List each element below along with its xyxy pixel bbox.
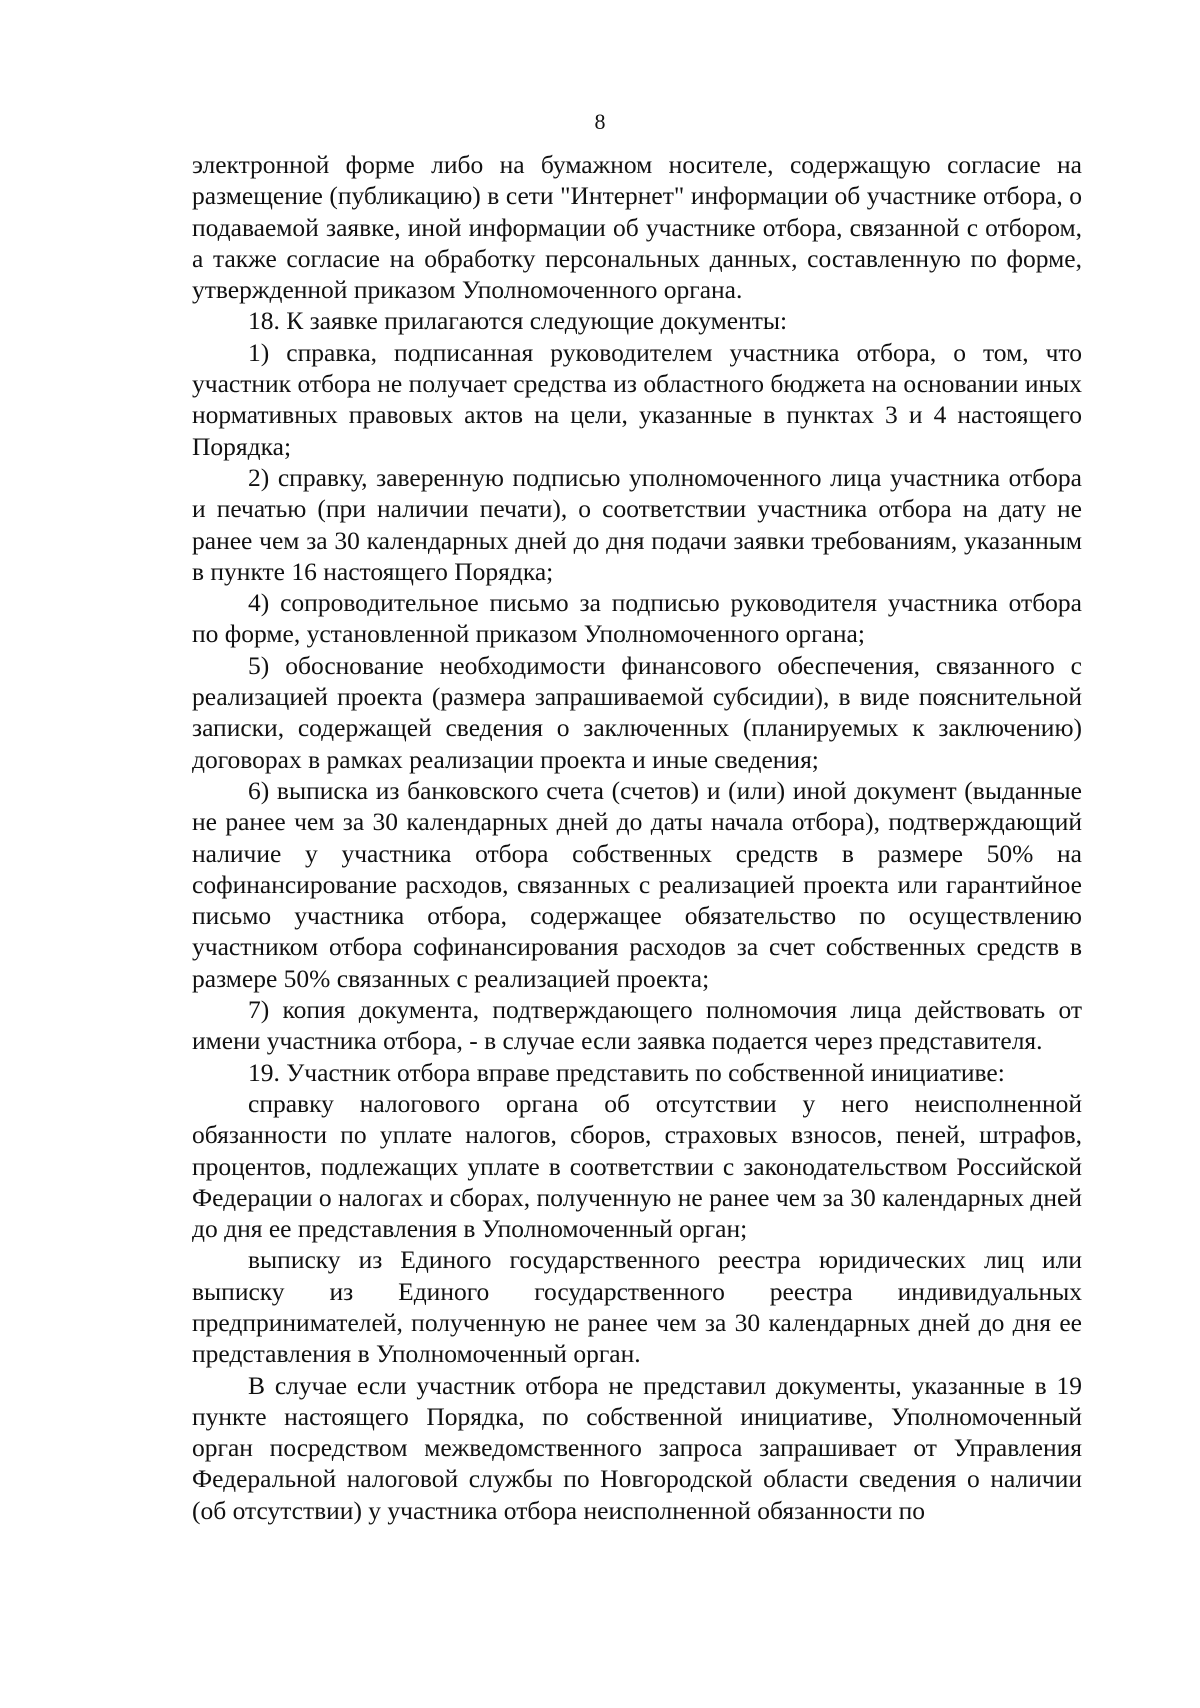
paragraph-interagency-request: В случае если участник отбора не представил документы, указанные в 19 пункте настоящего Порядка, по собственной инициативе, Уполномоченный орган посредством межведомственного запроса запрашивает от Управления Федеральной налоговой службы по Новгородской области сведения о наличии (об отсутствии) у участника отбора неисполненной обязанности по [192, 1370, 1082, 1525]
list-item: 4) сопроводительное письмо за подписью руководителя участника отбора по форме, установленной приказом Уполномоченного органа; [192, 588, 1082, 649]
list-item: 6) выписка из банковского счета (счетов) и (или) иной документ (выданные не ранее чем за 30 календарных дней до даты начала отбора), подтверждающий наличие у участника отбора собственных средств в размере 50% на софинансирование расходов, связанных с реализацией проекта или гарантийное письмо участника отбора, содержащее обязательство по осуществлению участником отбора софинансирования расходов за счет собственных средств в размере 50% связанных с реализацией проекта; [192, 775, 1082, 993]
list-item: справку налогового органа об отсутствии у него неисполненной обязанности по уплате налогов, сборов, страховых взносов, пеней, штрафов, процентов, подлежащих уплате в соответствии с законодательством Российской Федерации о налогах и сборах, полученную не ранее чем за 30 календарных дней до дня ее представления в Уполномоченный орган; [192, 1088, 1082, 1244]
paragraph-item-18: 18. К заявке прилагаются следующие документы: [248, 306, 788, 336]
list-item: 7) копия документа, подтверждающего полномочия лица действовать от имени участника отбора, - в случае если заявка подается через представителя. [192, 995, 1082, 1056]
document-body [192, 149, 1082, 1526]
list-item: выписку из Единого государственного реестра юридических лиц или выписку из Единого государственного реестра индивидуальных предпринимателей, полученную не ранее чем за 30 календарных дней до дня ее представления в Уполномоченный орган. [192, 1245, 1082, 1369]
page-number: 8 [594, 109, 606, 134]
paragraph-item-19: 19. Участник отбора вправе представить по собственной инициативе: [248, 1057, 1005, 1087]
list-item: 1) справка, подписанная руководителем участника отбора, о том, что участник отбора не получает средства из областного бюджета на основании иных нормативных правовых актов на цели, указанные в пунктах 3 и 4 настоящего Порядка; [192, 337, 1082, 461]
list-item: 5) обоснование необходимости финансового обеспечения, связанного с реализацией проекта (размера запрашиваемой субсидии), в виде пояснительной записки, содержащей сведения о заключенных (планируемых к заключению) договорах в рамках реализации проекта и иные сведения; [192, 650, 1082, 774]
list-item: 2) справку, заверенную подписью уполномоченного лица участника отбора и печатью (при наличии печати), о соответствии участника отбора на дату не ранее чем за 30 календарных дней до дня подачи заявки требованиям, указанным в пункте 16 настоящего Порядка; [192, 462, 1082, 586]
paragraph-consent-continuation: электронной форме либо на бумажном носителе, содержащую согласие на размещение (публикацию) в сети "Интернет" информации об участнике отбора, о подаваемой заявке, иной информации об участнике отбора, связанной с отбором, а также согласие на обработку персональных данных, составленную по форме, утвержденной приказом Уполномоченного органа. [192, 150, 1082, 305]
